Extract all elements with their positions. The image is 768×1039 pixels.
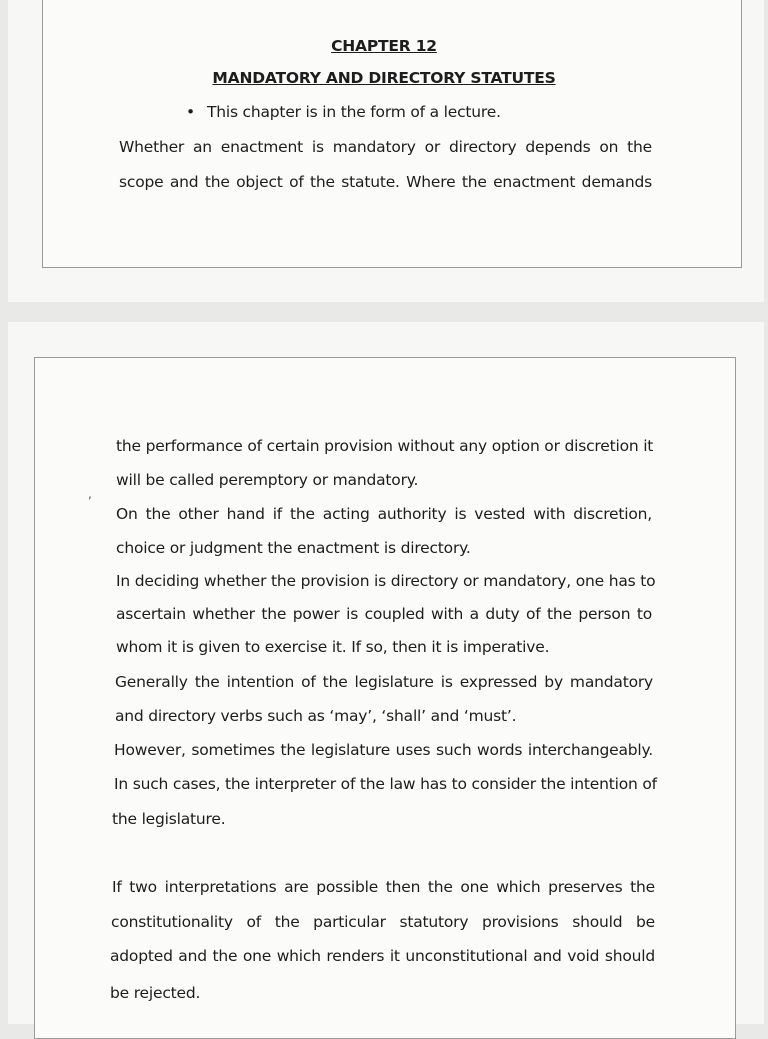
paragraph-line: will be called peremptory or mandatory.: [116, 471, 419, 489]
paragraph-line: and directory verbs such as ‘may’, ‘shall’ and ‘must’.: [115, 707, 517, 725]
paragraph-line: On the other hand if the acting authority is vested with discretion,: [116, 505, 652, 523]
paragraph-line: whom it is given to exercise it. If so, then it is imperative.: [116, 638, 550, 656]
paragraph-line: ascertain whether the power is coupled with a duty of the person to: [116, 605, 652, 623]
paragraph-line: adopted and the one which renders it unconstitutional and void should: [110, 947, 655, 965]
paragraph-line: scope and the object of the statute. Where the enactment demands: [119, 173, 652, 191]
paragraph-line: In such cases, the interpreter of the law has to consider the intention of: [114, 775, 657, 793]
paragraph-line: Generally the intention of the legislature is expressed by mandatory: [115, 673, 653, 691]
paragraph-line: Whether an enactment is mandatory or directory depends on the: [119, 138, 652, 156]
paragraph-line: If two interpretations are possible then the one which preserves the: [112, 878, 655, 896]
paragraph-line: constitutionality of the particular statutory provisions should be: [111, 913, 655, 931]
chapter-heading: CHAPTER 12: [331, 37, 437, 55]
paragraph-line: However, sometimes the legislature uses such words interchangeably.: [114, 741, 653, 759]
paragraph-line: the legislature.: [112, 810, 226, 828]
paragraph-line: In deciding whether the provision is directory or mandatory, one has to: [116, 572, 656, 590]
bullet-text: This chapter is in the form of a lecture.: [206, 103, 501, 121]
paragraph-line: be rejected.: [110, 984, 201, 1002]
paragraph-line: the performance of certain provision without any option or discretion it: [116, 437, 654, 455]
bullet-icon: •: [186, 103, 195, 121]
scan-speck: ,: [88, 487, 92, 501]
chapter-title: MANDATORY AND DIRECTORY STATUTES: [212, 69, 556, 87]
paragraph-line: choice or judgment the enactment is directory.: [116, 539, 471, 557]
